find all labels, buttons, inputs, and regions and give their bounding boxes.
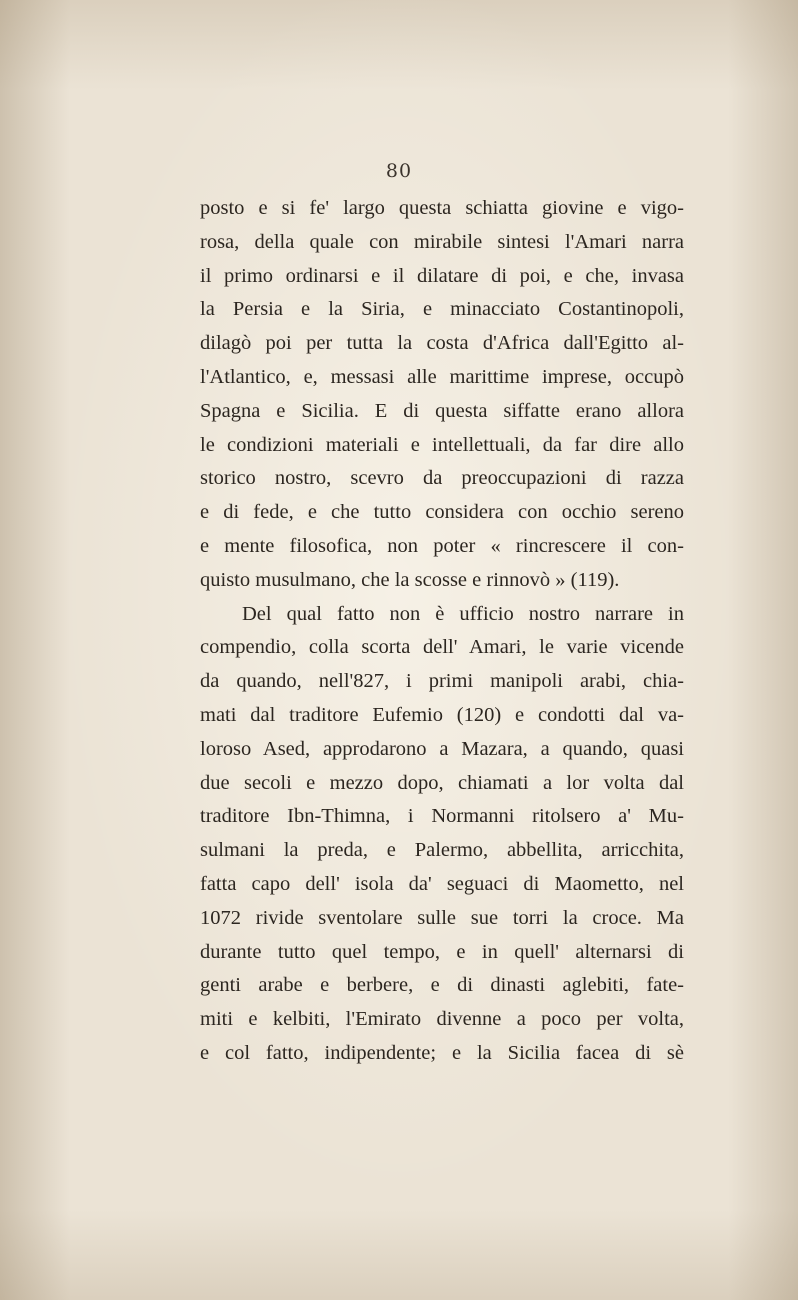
text-line: il primo ordinarsi e il dilatare di poi, e che, invasa — [200, 264, 684, 287]
text-line: e di fede, e che tutto considera con occhio sereno — [200, 501, 684, 524]
body-text — [200, 192, 684, 1071]
text-line: 1072 rivide sventolare sulle sue torri la croce. Ma — [200, 906, 684, 929]
text-line: Spagna e Sicilia. E di questa siffatte erano allora — [200, 399, 684, 422]
text-line: traditore Ibn-Thimna, i Normanni ritolsero a' Mu- — [200, 805, 684, 828]
text-line: da quando, nell'827, i primi manipoli arabi, chia- — [200, 670, 684, 693]
text-line: e mente filosofica, non poter « rincrescere il con- — [200, 534, 684, 557]
text-line: fatta capo dell' isola da' seguaci di Maometto, nel — [200, 872, 684, 895]
text-line: l'Atlantico, e, messasi alle marittime imprese, occupò — [200, 365, 684, 388]
text-line: la Persia e la Siria, e minacciato Costantinopoli, — [200, 298, 684, 321]
text-line: miti e kelbiti, l'Emirato divenne a poco per volta, — [200, 1008, 684, 1031]
text-line: dilagò poi per tutta la costa d'Africa dall'Egitto al- — [200, 332, 684, 355]
text-line: posto e si fe' largo questa schiatta giovine e vigo- — [200, 197, 684, 219]
text-line: compendio, colla scorta dell' Amari, le varie vicende — [200, 636, 684, 659]
text-line: loroso Ased, approdarono a Mazara, a quando, quasi — [200, 737, 684, 760]
text-line: genti arabe e berbere, e di dinasti aglebiti, fate- — [200, 974, 684, 997]
text-line: e col fatto, indipendente; e la Sicilia facea di sè — [200, 1041, 684, 1064]
text-line: mati dal traditore Eufemio (120) e condotti dal va- — [200, 703, 684, 726]
text-line: le condizioni materiali e intellettuali, da far dire allo — [200, 433, 684, 456]
text-line: due secoli e mezzo dopo, chiamati a lor volta dal — [200, 771, 684, 794]
paragraph-end-line: quisto musulmano, che la scosse e rinnovò » (119). — [200, 568, 620, 591]
text-line: sulmani la preda, e Palermo, abbellita, arricchita, — [200, 839, 684, 862]
text-line: storico nostro, scevro da preoccupazioni di razza — [200, 467, 684, 490]
page-number: 80 — [385, 160, 413, 182]
paragraph-start-line: Del qual fatto non è ufficio nostro narrare in — [242, 602, 684, 625]
text-line: rosa, della quale con mirabile sintesi l'Amari narra — [200, 230, 684, 253]
text-line: durante tutto quel tempo, e in quell' alternarsi di — [200, 940, 684, 963]
